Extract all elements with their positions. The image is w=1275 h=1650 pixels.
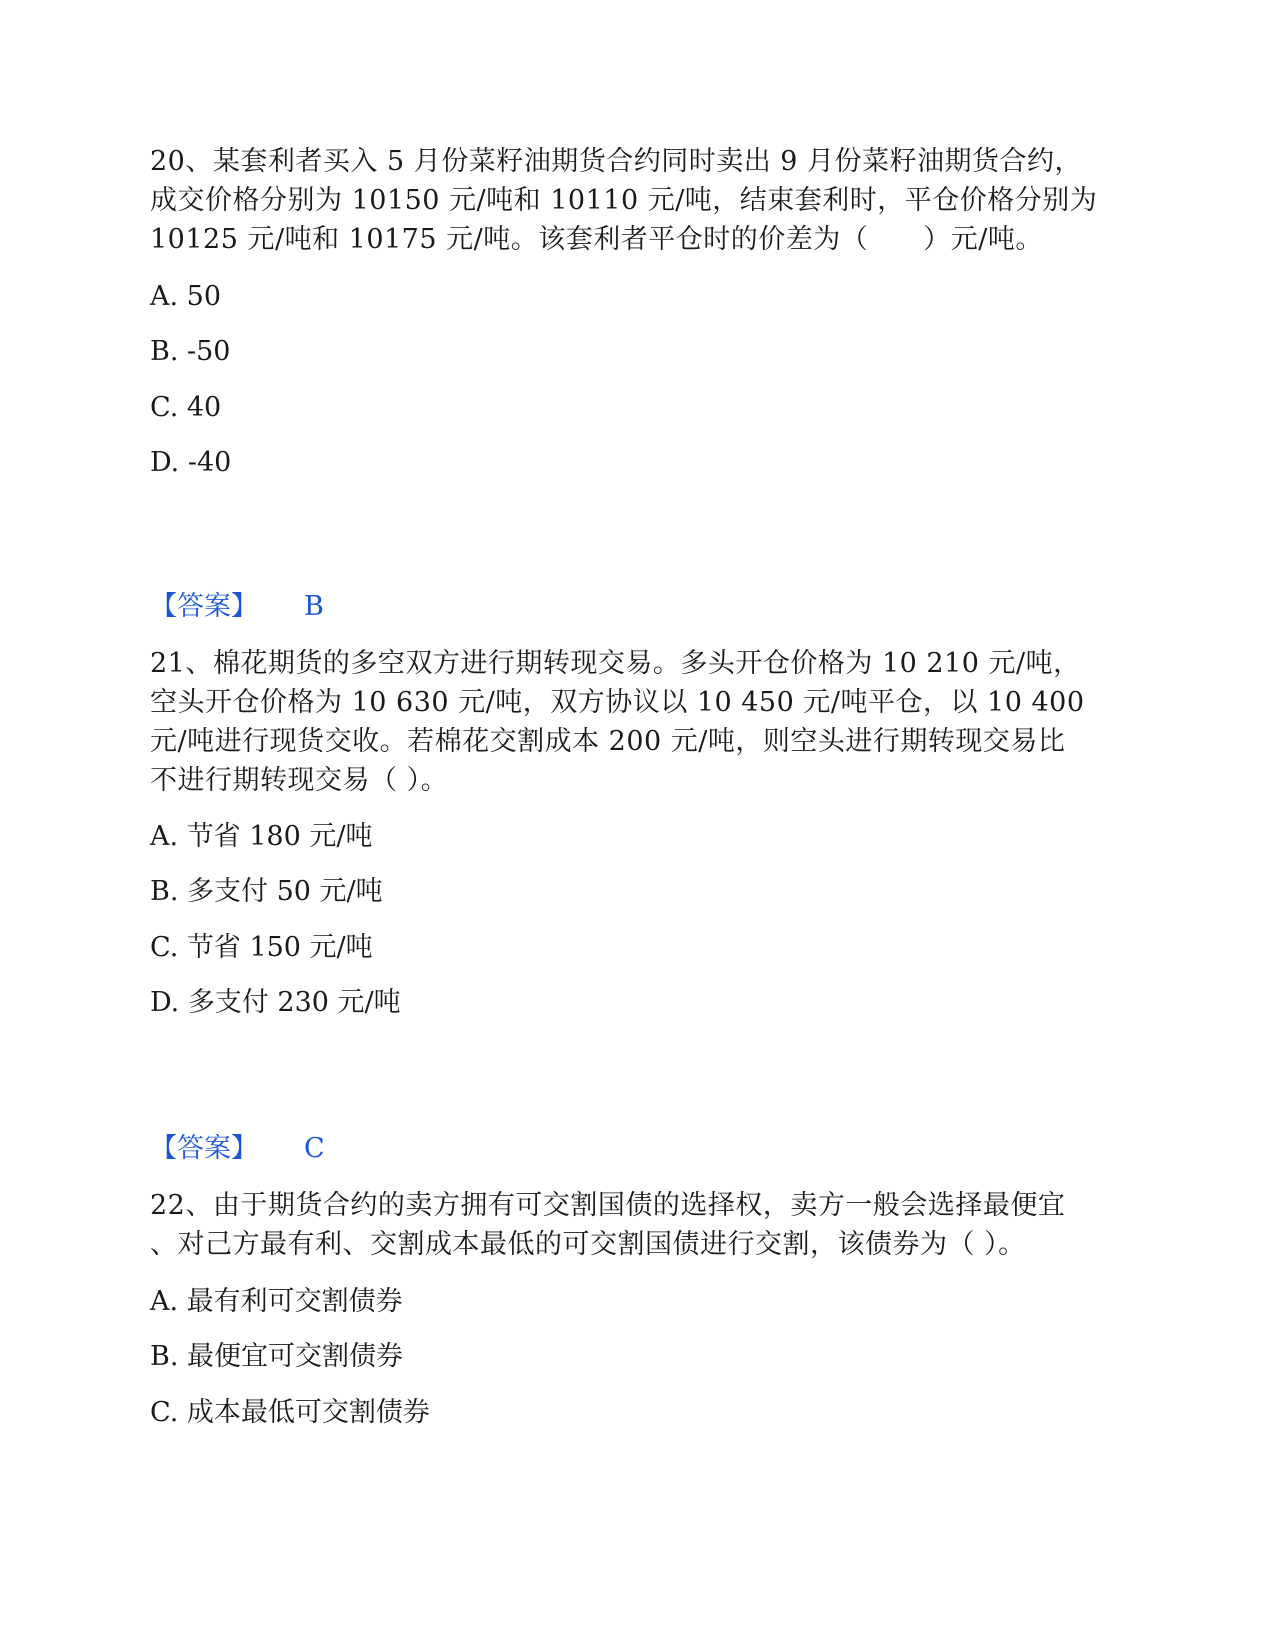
q21-answer [150,1130,325,1168]
q20-stem-line-1: 20、某套利者买入 5 月份菜籽油期货合约同时卖出 9 月份菜籽油期货合约， [150,146,1083,177]
q20-answer-letter: B [304,591,324,622]
q20-answer-label: 【答案】 [150,591,258,622]
q20-option-a: A. 50 [150,281,222,312]
q21-option-d: D. 多支付 230 元/吨 [150,987,401,1018]
q21-stem-line-4: 不进行期转现交易（ ）。 [150,765,449,796]
q20-stem-line-2: 成交价格分别为 10150 元/吨和 10110 元/吨，结束套利时，平仓价格分别为 [150,185,1098,216]
q20-stem-line-3: 10125 元/吨和 10175 元/吨。该套利者平仓时的价差为（ ）元/吨。 [150,224,1043,255]
q21-option-c: C. 节省 150 元/吨 [150,932,373,963]
q20-option-d: D. -40 [150,447,232,478]
q21-option-a: A. 节省 180 元/吨 [150,821,373,852]
q20-option-c: C. 40 [150,392,222,423]
q21-stem-line-2: 空头开仓价格为 10 630 元/吨，双方协议以 10 450 元/吨平仓，以 10 400 [150,687,1085,718]
q22-option-a: A. 最有利可交割债券 [150,1286,403,1317]
q20-option-b: B. -50 [150,336,231,367]
q21-option-b: B. 多支付 50 元/吨 [150,876,383,907]
q21-stem-line-1: 21、棉花期货的多空双方进行期转现交易。多头开仓价格为 10 210 元/吨， [150,648,1081,679]
q22-option-b: B. 最便宜可交割债券 [150,1341,404,1372]
q20-answer [150,588,324,626]
q22-stem-line-1: 22、由于期货合约的卖方拥有可交割国债的选择权，卖方一般会选择最便宜 [150,1190,1066,1221]
q21-answer-letter: C [304,1133,325,1164]
q21-stem-line-3: 元/吨进行现货交收。若棉花交割成本 200 元/吨，则空头进行期转现交易比 [150,726,1066,757]
q22-option-c: C. 成本最低可交割债券 [150,1397,430,1428]
q22-stem-line-2: 、对己方最有利、交割成本最低的可交割国债进行交割，该债券为（ ）。 [150,1229,1026,1260]
q21-answer-label: 【答案】 [150,1133,258,1164]
